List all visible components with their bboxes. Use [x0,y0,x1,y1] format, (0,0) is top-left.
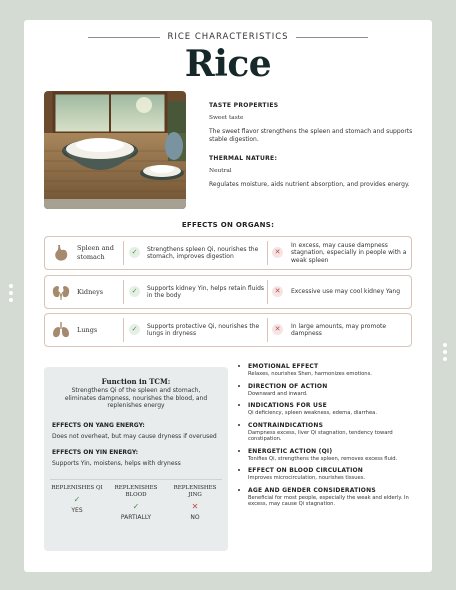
list-item [236,383,422,398]
document-card [24,20,432,572]
taste-thermal-section [209,102,414,189]
list-item [236,363,422,378]
detail-heading: ENERGETIC ACTION (QI) [248,447,333,455]
replenishes-label: REPLENISHES BLOOD [114,485,158,498]
yin-text: Supports Yin, moistens, helps with dryness [52,459,181,467]
yin-heading: EFFECTS ON YIN ENERGY: [52,448,139,456]
detail-text: Relaxes, nourishes Shen, harmonizes emotions. [248,371,372,377]
detail-heading: AGE AND GENDER CONSIDERATIONS [248,486,376,494]
replenishes-value: PARTIALLY [120,514,152,521]
check-icon: ✓ [129,324,140,335]
cross-icon: ✕ [272,324,283,335]
right-handle-dots [442,343,456,364]
replenishes-qi [48,485,106,514]
organ-row-lungs [44,313,412,347]
cross-icon: ✕ [272,247,283,258]
divider [123,280,124,304]
check-icon: ✓ [73,495,81,504]
organ-negative: Excessive use may cool kidney Yang [291,288,401,296]
cross-icon: ✕ [191,502,199,511]
rice-bowl-photo [44,91,186,209]
replenishes-jing [166,485,224,521]
page-eyebrow: RICE CHARACTERISTICS [167,32,289,42]
yang-text: Does not overheat, but may cause dryness if overused [52,432,217,440]
detail-heading: EMOTIONAL EFFECT [248,363,319,370]
organ-row-kidneys [44,275,412,309]
tcm-panel [44,367,228,551]
taste-text: The sweet flavor strengthens the spleen and stomach and supports stable digestion. [209,128,413,143]
organ-positive: Strengthens spleen Qi, nourishes the stomach, improves digestion [147,245,259,260]
organ-positive: Supports kidney Yin, helps retain fluids in the body [147,284,265,299]
divider [123,318,124,342]
cross-icon: ✕ [272,286,283,297]
tcm-function-text: Strengthens Qi of the spleen and stomach, eliminates dampness, nourishes the blood, and replenishes energy [64,387,208,409]
page-header [24,30,432,84]
replenishes-label: REPLENISHES JING [173,485,217,498]
replenishes-blood [107,485,165,521]
detail-heading: CONTRAINDICATIONS [248,421,324,429]
replenishes-value: NO [190,514,200,521]
page-title: Rice [184,43,272,85]
detail-heading: DIRECTION OF ACTION [248,382,328,390]
list-item [236,448,422,463]
detail-text: Downward and inward. [248,390,308,397]
detail-text: Tonifies Qi, strengthens the spleen, removes excess fluid. [248,455,398,462]
detail-text: Qi deficiency, spleen weakness, edema, diarrhea. [248,410,377,416]
left-handle-dots [8,284,14,305]
check-icon: ✓ [129,247,140,258]
detail-text: Beneficial for most people, especially the weak and elderly. In excess, may cause Qi stagnation. [248,494,409,507]
divider [267,318,268,342]
list-item [236,422,422,443]
organ-name: Kidneys [77,287,104,296]
details-list [236,363,422,513]
organ-name: Spleen and stomach [77,244,114,261]
replenishes-label: REPLENISHES QI [51,485,103,491]
taste-value: Sweet taste [209,115,244,121]
divider [123,241,124,265]
organ-row-spleen [44,236,412,270]
organ-negative: In excess, may cause dampness stagnation, especially in people with a weak spleen [291,241,407,264]
check-icon: ✓ [129,286,140,297]
detail-text: Dampness excess, liver Qi stagnation, tendency toward constipation. [248,429,393,442]
organ-negative: In large amounts, may promote dampness [291,322,387,337]
stomach-icon [51,243,71,263]
taste-heading: TASTE PROPERTIES [209,102,279,109]
replenishes-value: YES [71,507,83,514]
organ-positive: Supports protective Qi, nourishes the lungs in dryness [147,322,260,337]
list-item [236,467,422,482]
thermal-heading: THERMAL NATURE: [209,155,278,162]
detail-heading: EFFECT ON BLOOD CIRCULATION [248,467,364,474]
organ-name: Lungs [77,325,98,334]
tcm-separator [50,479,222,480]
thermal-value: Neutral [209,168,232,174]
effects-title: EFFECTS ON ORGANS: [181,221,275,229]
divider [267,241,268,265]
list-item [236,402,422,417]
list-item [236,487,422,508]
divider [267,280,268,304]
thermal-text: Regulates moisture, aids nutrient absorption, and provides energy. [209,181,410,188]
kidneys-icon [51,282,71,302]
lungs-icon [51,320,71,340]
detail-text: Improves microcirculation, nourishes tissues. [248,475,366,481]
tcm-function-heading: Function in TCM: [101,377,171,386]
check-icon: ✓ [132,502,140,511]
detail-heading: INDICATIONS FOR USE [248,402,327,409]
yang-heading: EFFECTS ON YANG ENERGY: [52,421,145,429]
